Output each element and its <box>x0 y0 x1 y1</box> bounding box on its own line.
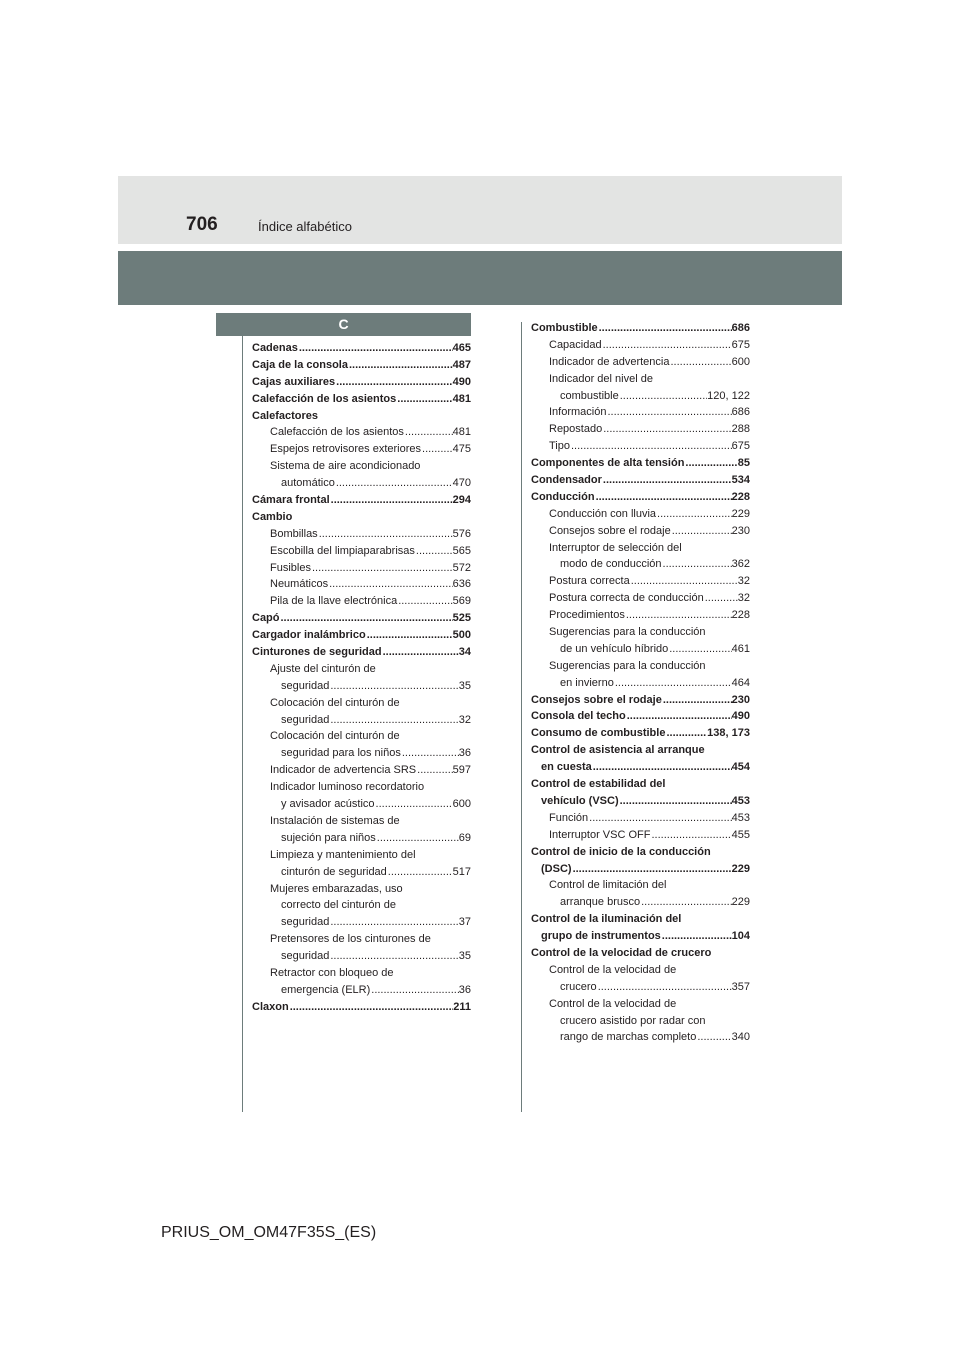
index-entry-text: cinturón de seguridad <box>281 865 387 878</box>
index-entry-page: 120, 122 <box>707 389 750 402</box>
index-entry-page: 35 <box>458 950 471 963</box>
index-entry-text: (DSC) <box>541 862 572 875</box>
index-entry <box>531 844 750 861</box>
index-entry <box>531 590 750 607</box>
dot-leader <box>656 506 732 523</box>
index-entry-text: Función <box>549 811 589 824</box>
index-entry-page: 600 <box>452 798 471 811</box>
index-entry-page: 36 <box>458 983 471 996</box>
index-entry-text: Bombillas <box>270 527 318 540</box>
dot-leader <box>397 593 452 610</box>
index-entry-page: 288 <box>731 423 750 436</box>
index-entry-page: 597 <box>452 764 471 777</box>
index-entry-text: Limpieza y mantenimiento del <box>270 848 416 861</box>
index-entry <box>252 374 471 391</box>
index-entry <box>252 864 471 881</box>
index-entry <box>531 421 750 438</box>
index-entry-page: 69 <box>458 831 471 844</box>
index-entry <box>531 404 750 421</box>
index-entry <box>531 337 750 354</box>
dot-leader <box>335 374 452 391</box>
index-entry-page: 229 <box>731 862 750 875</box>
index-entry-page: 490 <box>452 375 471 388</box>
index-entry-text: Combustible <box>531 322 598 334</box>
index-entry-page: 294 <box>452 494 471 507</box>
index-entry-page: 686 <box>731 322 750 334</box>
index-entry <box>252 424 471 441</box>
index-entry-page: 475 <box>452 443 471 456</box>
index-entry-text: Pretensores de los cinturones de <box>270 933 431 946</box>
index-entry <box>252 509 471 526</box>
index-entry-text: automático <box>281 477 335 490</box>
index-entry-text: Cámara frontal <box>252 494 330 507</box>
dot-leader <box>298 340 453 357</box>
index-entry-text: Calefactores <box>252 409 319 422</box>
dot-leader <box>375 796 453 813</box>
dot-leader <box>597 979 732 996</box>
dot-leader <box>684 455 737 472</box>
index-entry <box>252 931 471 948</box>
index-entry-text: Calefacción de los asientos <box>252 392 397 405</box>
index-entry-page: 636 <box>452 578 471 591</box>
dot-leader <box>330 492 453 509</box>
index-entry-page: 138, 173 <box>707 727 750 740</box>
index-entry-page: 453 <box>731 811 750 824</box>
index-entry-page: 465 <box>452 342 471 354</box>
dot-leader <box>329 914 458 931</box>
dot-leader <box>370 982 458 999</box>
dot-leader <box>662 692 732 709</box>
index-entry-page: 461 <box>731 642 750 655</box>
index-entry <box>252 847 471 864</box>
index-entry-page: 455 <box>731 828 750 841</box>
index-entry <box>252 779 471 796</box>
dot-leader <box>415 543 453 560</box>
left-column-rule <box>242 336 243 1112</box>
dot-leader <box>366 627 453 644</box>
dot-leader <box>588 810 732 827</box>
index-entry-page: 104 <box>731 930 750 943</box>
index-entry <box>531 556 750 573</box>
index-entry-text: Control de la velocidad de crucero <box>531 946 712 959</box>
index-entry <box>531 489 750 506</box>
dot-leader <box>626 708 732 725</box>
index-entry-text: grupo de instrumentos <box>541 930 661 943</box>
right-column-rule <box>521 322 522 1112</box>
index-entry-text: Escobilla del limpiaparabrisas <box>270 544 415 557</box>
index-entry-page: 357 <box>731 980 750 993</box>
index-entry <box>531 894 750 911</box>
index-entry-text: Consejos sobre el rodaje <box>531 693 662 706</box>
dot-leader <box>329 712 458 729</box>
index-entry <box>252 914 471 931</box>
index-entry-text: seguridad <box>281 679 330 692</box>
index-entry-page: 32 <box>737 592 750 605</box>
index-entry-text: Colocación del cinturón de <box>270 730 400 743</box>
header-bar <box>118 176 842 244</box>
index-entry-page: 32 <box>458 713 471 726</box>
index-entry <box>531 877 750 894</box>
index-entry <box>531 540 750 557</box>
index-column-right <box>531 320 750 1046</box>
index-entry-page: 35 <box>458 679 471 692</box>
index-entry <box>531 827 750 844</box>
dot-leader <box>382 644 459 661</box>
dot-leader <box>376 830 459 847</box>
index-entry-page: 481 <box>452 392 471 405</box>
index-entry <box>252 728 471 745</box>
section-title: Índice alfabético <box>258 219 352 234</box>
index-entry-text: Fusibles <box>270 561 311 574</box>
dot-leader <box>329 678 458 695</box>
index-entry <box>531 945 750 962</box>
index-entry-page: 230 <box>731 524 750 537</box>
index-entry-text: modo de conducción <box>560 558 662 571</box>
dot-leader <box>416 762 452 779</box>
index-entry <box>531 506 750 523</box>
index-entry-page: 500 <box>452 629 471 642</box>
index-entry-page: 34 <box>458 646 471 659</box>
index-entry <box>531 996 750 1013</box>
index-entry-text: Sistema de aire acondicionado <box>270 460 421 473</box>
index-entry <box>252 813 471 830</box>
index-entry-text: Control de la iluminación del <box>531 913 682 926</box>
index-entry-page: 229 <box>731 507 750 520</box>
index-column-left <box>252 340 471 1016</box>
index-entry <box>252 897 471 914</box>
index-entry-text: Componentes de alta tensión <box>531 457 685 470</box>
index-entry <box>531 523 750 540</box>
index-entry-page: 229 <box>731 896 750 909</box>
index-entry-page: 481 <box>452 426 471 439</box>
index-entry-text: Cadenas <box>252 342 298 354</box>
index-entry-text: Sugerencias para la conducción <box>549 659 706 672</box>
index-entry-text: Repostado <box>549 423 603 436</box>
index-entry-text: seguridad <box>281 950 330 963</box>
index-entry <box>252 712 471 729</box>
dot-leader <box>602 337 732 354</box>
index-entry-page: 228 <box>731 609 750 622</box>
index-entry <box>531 708 750 725</box>
dot-leader <box>311 560 453 577</box>
dot-leader <box>614 675 732 692</box>
index-entry-page: 675 <box>731 440 750 453</box>
index-entry-text: y avisador acústico <box>281 798 375 811</box>
index-entry-text: seguridad <box>281 713 330 726</box>
index-entry <box>252 441 471 458</box>
index-entry <box>252 458 471 475</box>
index-entry-text: Consola del techo <box>531 710 626 723</box>
index-entry <box>531 810 750 827</box>
index-entry <box>252 948 471 965</box>
index-entry-page: 36 <box>458 747 471 760</box>
index-entry-text: seguridad <box>281 916 330 929</box>
dot-leader <box>280 610 453 627</box>
index-entry <box>531 962 750 979</box>
index-entry-text: en cuesta <box>541 761 592 774</box>
index-entry-text: combustible <box>560 389 619 402</box>
dot-leader <box>595 489 732 506</box>
index-entry-page: 470 <box>452 477 471 490</box>
index-entry <box>252 543 471 560</box>
index-entry <box>531 692 750 709</box>
dot-leader <box>640 894 732 911</box>
index-entry <box>252 357 471 374</box>
index-entry <box>252 492 471 509</box>
dot-leader <box>387 864 453 881</box>
index-entry-text: sujeción para niños <box>281 831 376 844</box>
dot-leader <box>318 526 453 543</box>
index-entry <box>531 979 750 996</box>
index-entry-text: Postura correcta de conducción <box>549 592 704 605</box>
index-entry <box>531 776 750 793</box>
header-band <box>118 251 842 305</box>
dot-leader <box>396 391 452 408</box>
index-entry-page: 37 <box>458 916 471 929</box>
index-entry <box>252 745 471 762</box>
index-entry <box>531 573 750 590</box>
dot-leader <box>421 441 453 458</box>
index-entry <box>252 526 471 543</box>
index-entry <box>531 742 750 759</box>
index-entry-text: Capó <box>252 612 280 625</box>
index-entry <box>252 576 471 593</box>
document-code: PRIUS_OM_OM47F35S_(ES) <box>161 1224 377 1241</box>
index-entry-text: de un vehículo híbrido <box>560 642 669 655</box>
index-entry <box>531 438 750 455</box>
index-entry <box>252 408 471 425</box>
index-entry-text: crucero asistido por radar con <box>560 1014 706 1027</box>
index-entry <box>252 881 471 898</box>
index-entry-text: Cargador inalámbrico <box>252 629 366 642</box>
dot-leader <box>602 421 731 438</box>
index-entry <box>531 641 750 658</box>
dot-leader <box>668 641 731 658</box>
index-entry-page: 525 <box>452 612 471 625</box>
index-entry-text: correcto del cinturón de <box>281 899 396 912</box>
index-entry-text: Claxon <box>252 1000 289 1013</box>
index-entry <box>252 644 471 661</box>
index-entry <box>531 759 750 776</box>
index-entry <box>252 627 471 644</box>
dot-leader <box>572 861 732 878</box>
index-entry <box>531 455 750 472</box>
index-entry-text: vehículo (VSC) <box>541 794 619 807</box>
index-entry-text: crucero <box>560 980 597 993</box>
dot-leader <box>401 745 459 762</box>
index-entry-text: Indicador del nivel de <box>549 372 653 385</box>
index-entry <box>252 982 471 999</box>
dot-leader <box>665 725 707 742</box>
index-entry-page: 565 <box>452 544 471 557</box>
index-entry <box>531 928 750 945</box>
index-entry-text: Conducción <box>531 490 595 503</box>
dot-leader <box>625 607 732 624</box>
index-entry-text: Indicador de advertencia SRS <box>270 764 417 777</box>
index-entry-text: Control de asistencia al arranque <box>531 744 705 757</box>
index-entry-page: 85 <box>737 457 750 470</box>
dot-leader <box>650 827 731 844</box>
index-entry-text: en invierno <box>560 676 614 689</box>
dot-leader <box>662 556 732 573</box>
page-number: 706 <box>186 214 218 235</box>
index-entry-text: Mujeres embarazadas, uso <box>270 882 403 895</box>
index-entry-page: 517 <box>452 865 471 878</box>
index-entry <box>252 560 471 577</box>
letter-heading: C <box>216 313 471 336</box>
index-entry-text: Control de estabilidad del <box>531 778 666 791</box>
dot-leader <box>696 1029 731 1046</box>
index-entry-page: 487 <box>452 358 471 371</box>
index-entry <box>531 354 750 371</box>
index-entry <box>531 1013 750 1030</box>
index-entry-text: Ajuste del cinturón de <box>270 662 376 675</box>
index-entry <box>531 1029 750 1046</box>
index-entry <box>252 965 471 982</box>
index-entry-text: Consumo de combustible <box>531 727 666 740</box>
index-entry <box>252 762 471 779</box>
index-entry-page: 228 <box>731 490 750 503</box>
index-entry-page: 453 <box>731 794 750 807</box>
dot-leader <box>289 999 454 1016</box>
index-entry-page: 454 <box>731 761 750 774</box>
index-entry <box>252 678 471 695</box>
index-entry-text: Procedimientos <box>549 609 625 622</box>
index-entry-text: Información <box>549 406 607 419</box>
index-entry <box>531 861 750 878</box>
index-entry-text: Capacidad <box>549 338 602 351</box>
index-entry <box>531 658 750 675</box>
index-entry-text: Control de inicio de la conducción <box>531 845 711 858</box>
index-entry <box>531 607 750 624</box>
index-entry <box>531 911 750 928</box>
index-entry-text: Instalación de sistemas de <box>270 814 400 827</box>
index-entry-page: 340 <box>731 1031 750 1044</box>
index-entry-text: Calefacción de los asientos <box>270 426 404 439</box>
index-entry-text: Neumáticos <box>270 578 329 591</box>
index-entry-text: Colocación del cinturón de <box>270 696 400 709</box>
index-entry-text: emergencia (ELR) <box>281 983 371 996</box>
index-entry-text: Control de la velocidad de <box>549 963 677 976</box>
index-entry <box>252 340 471 357</box>
dot-leader <box>619 793 732 810</box>
dot-leader <box>592 759 732 776</box>
index-entry-text: Interruptor de selección del <box>549 541 682 554</box>
index-entry-text: Pila de la llave electrónica <box>270 595 398 608</box>
index-entry-text: rango de marchas completo <box>560 1031 697 1044</box>
index-entry-text: Control de la velocidad de <box>549 997 677 1010</box>
index-entry <box>531 371 750 388</box>
index-entry-text: Espejos retrovisores exteriores <box>270 443 422 456</box>
index-entry-text: Tipo <box>549 440 570 453</box>
dot-leader <box>329 948 458 965</box>
index-entry <box>252 830 471 847</box>
index-entry <box>252 475 471 492</box>
index-entry-text: Cambio <box>252 510 293 523</box>
index-entry-text: Sugerencias para la conducción <box>549 626 706 639</box>
index-entry <box>531 624 750 641</box>
index-entry-page: 464 <box>731 676 750 689</box>
dot-leader <box>630 573 738 590</box>
index-entry <box>531 472 750 489</box>
index-entry-text: Interruptor VSC OFF <box>549 828 651 841</box>
dot-leader <box>671 523 732 540</box>
index-entry <box>531 388 750 405</box>
index-entry-text: Consejos sobre el rodaje <box>549 524 671 537</box>
index-entry-page: 569 <box>452 595 471 608</box>
dot-leader <box>619 388 707 405</box>
dot-leader <box>669 354 731 371</box>
index-entry-text: Retractor con bloqueo de <box>270 966 394 979</box>
index-entry-text: Cajas auxiliares <box>252 375 336 388</box>
index-entry-page: 675 <box>731 338 750 351</box>
index-entry <box>252 999 471 1016</box>
index-entry-page: 534 <box>731 474 750 487</box>
index-entry <box>531 320 750 337</box>
index-entry <box>252 661 471 678</box>
dot-leader <box>328 576 453 593</box>
dot-leader <box>570 438 732 455</box>
index-entry-text: arranque brusco <box>560 896 641 909</box>
index-entry-text: Postura correcta <box>549 575 630 588</box>
dot-leader <box>598 320 732 337</box>
index-entry-page: 600 <box>731 355 750 368</box>
index-entry <box>252 796 471 813</box>
dot-leader <box>661 928 732 945</box>
index-entry-page: 686 <box>731 406 750 419</box>
index-entry <box>252 695 471 712</box>
index-entry-text: Indicador de advertencia <box>549 355 670 368</box>
dot-leader <box>335 475 453 492</box>
index-entry-page: 490 <box>731 710 750 723</box>
index-entry-page: 572 <box>452 561 471 574</box>
dot-leader <box>404 424 453 441</box>
index-entry <box>252 391 471 408</box>
index-entry <box>531 793 750 810</box>
index-entry <box>531 675 750 692</box>
index-entry <box>252 593 471 610</box>
index-entry-page: 230 <box>731 693 750 706</box>
index-entry-page: 362 <box>731 558 750 571</box>
index-entry-text: Conducción con lluvia <box>549 507 657 520</box>
index-entry-text: Condensador <box>531 474 602 487</box>
index-entry <box>531 725 750 742</box>
dot-leader <box>704 590 738 607</box>
dot-leader <box>348 357 453 374</box>
index-entry-text: Control de limitación del <box>549 879 667 892</box>
dot-leader <box>606 404 731 421</box>
index-entry-text: Indicador luminoso recordatorio <box>270 781 425 794</box>
index-entry-page: 576 <box>452 527 471 540</box>
index-entry-text: seguridad para los niños <box>281 747 401 760</box>
index-entry-page: 211 <box>453 1000 471 1013</box>
dot-leader <box>602 472 732 489</box>
index-entry-text: Cinturones de seguridad <box>252 646 382 659</box>
index-entry <box>252 610 471 627</box>
index-entry-text: Caja de la consola <box>252 358 348 371</box>
index-entry-page: 32 <box>737 575 750 588</box>
